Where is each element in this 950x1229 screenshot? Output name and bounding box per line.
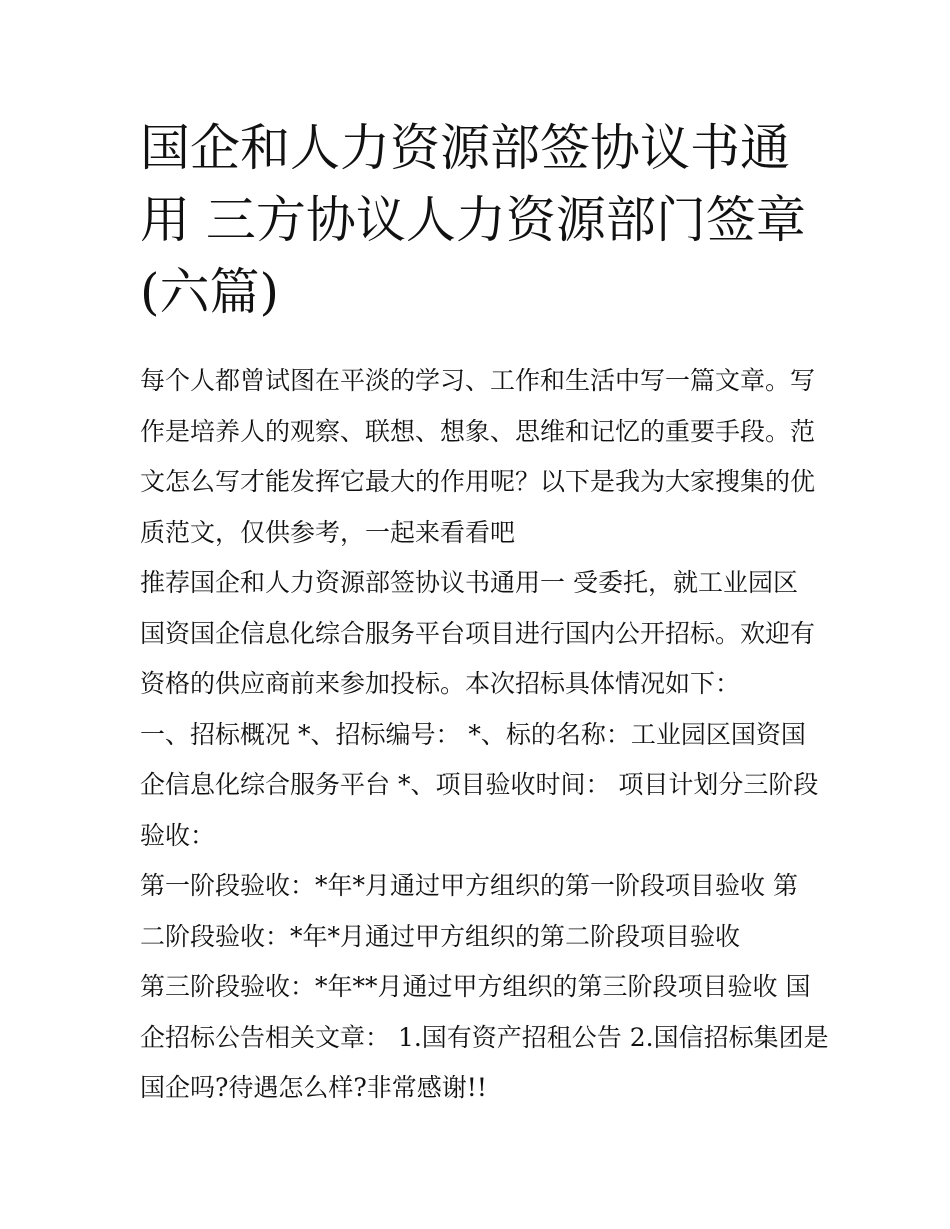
body-line: 推荐国企和人力资源部签协议书通用一 受委托，就工业园区 xyxy=(140,568,798,597)
body-line: 企信息化综合服务平台 *、项目验收时间： 项目计划分三阶段 xyxy=(140,770,819,799)
title-line: 用 三方协议人力资源部门签章 xyxy=(140,191,806,249)
title-line: 国企和人力资源部签协议书通 xyxy=(140,119,790,177)
body-line: 资格的供应商前来参加投标。本次招标具体情况如下： xyxy=(140,669,741,698)
body-line: 每个人都曾试图在平淡的学习、工作和生活中写一篇文章。写 xyxy=(140,366,816,395)
body-line: 验收： xyxy=(140,820,216,850)
document-title xyxy=(140,112,820,328)
body-line: 国资国企信息化综合服务平台项目进行国内公开招标。欢迎有 xyxy=(140,618,816,648)
body-line: 企招标公告相关文章： 1.国有资产招租公告 2.国信招标集团是 xyxy=(140,1022,829,1052)
body-line: 第三阶段验收：*年**月通过甲方组织的第三阶段项目验收 国 xyxy=(140,972,811,1001)
body-line: 第一阶段验收：*年*月通过甲方组织的第一阶段项目验收 第 xyxy=(140,871,798,900)
body-line: 一、招标概况 *、招标编号： *、标的名称：工业园区国资国 xyxy=(140,719,806,749)
body-line: 国企吗?待遇怎么样?非常感谢!! xyxy=(140,1073,487,1102)
body-line: 二阶段验收：*年*月通过甲方组织的第二阶段项目验收 xyxy=(140,921,741,951)
document-body xyxy=(140,356,830,1114)
title-line: (六篇) xyxy=(140,263,280,321)
body-line: 文怎么写才能发挥它最大的作用呢？以下是我为大家搜集的优 xyxy=(140,467,816,496)
body-line: 作是培养人的观察、联想、想象、思维和记忆的重要手段。范 xyxy=(140,416,816,446)
body-line: 质范文，仅供参考，一起来看看吧 xyxy=(140,517,516,547)
